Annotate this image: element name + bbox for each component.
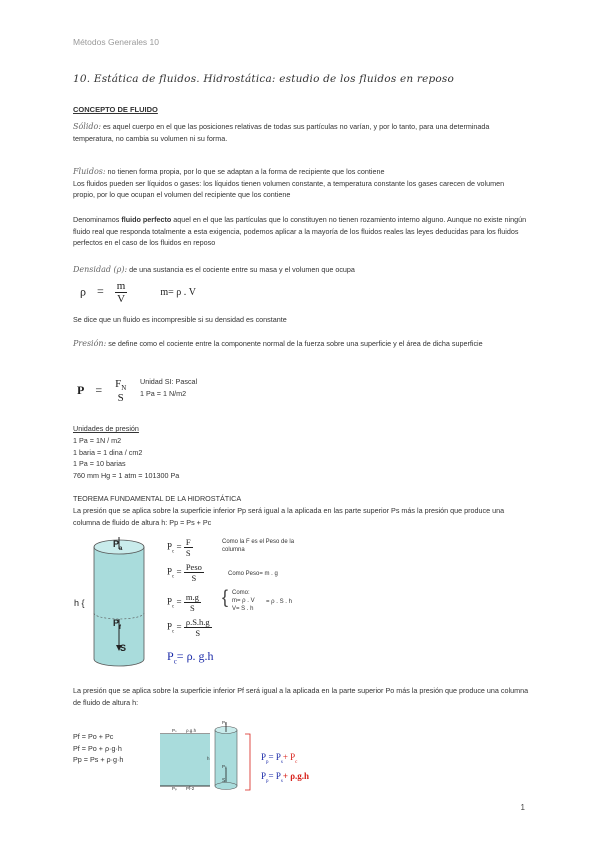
rho-symbol: ρ — [80, 284, 86, 299]
unidades-heading: Unidades de presión — [73, 424, 139, 433]
densidad-formula — [80, 280, 196, 305]
unidad-si: Unidad SI: Pascal — [140, 377, 198, 386]
note-rho-sh: = ρ . S . h — [266, 599, 292, 605]
densidad-term: Densidad (ρ): — [73, 265, 128, 274]
formula-line: Pp = Ps + ρ·g·h — [73, 755, 124, 764]
red-bracket — [245, 734, 250, 790]
d2-s: S — [222, 778, 226, 784]
formulas2 — [73, 731, 123, 766]
page-number: 1 — [520, 803, 525, 812]
d2-pa: Pₐ — [222, 720, 227, 725]
concepto-heading: CONCEPTO DE FLUIDO — [73, 105, 158, 114]
note-como: Como: m= ρ . V V= S . h — [232, 590, 255, 612]
result-2: $P_p= P_s+ \rho.g.h$ — [261, 771, 310, 784]
densidad-fraction — [115, 280, 128, 305]
parrafo2: La presión que se aplica sobre la superficie inferior Pf será igual a la aplicada en la parte superior Po más la presión que produce una columna de fluido de altura h: — [73, 686, 529, 707]
presion-fraction — [113, 378, 128, 404]
formula-line: Pf = Po + ρ·g·h — [73, 743, 122, 753]
presion-den: S — [117, 392, 124, 405]
fluidos-paragraph — [73, 166, 528, 201]
presion-paragraph — [73, 338, 528, 350]
note-peso: Como Peso= m . g — [228, 571, 278, 577]
presion-text: se define como el cociente entre la componente normal de la fuerza sobre una superficie y el área de dicha superficie — [106, 339, 483, 348]
presion-term: Presión: — [73, 339, 107, 348]
unidad-line: 760 mm Hg = 1 atm = 101300 Pa — [73, 470, 180, 480]
presion-equals: = — [95, 382, 103, 397]
mass-formula: m= ρ . V — [160, 287, 196, 299]
result-1: $P_p= P_s+ P_c$ — [261, 752, 298, 765]
perfecto-pre: Denominamos — [73, 215, 122, 224]
fluidos-term: Fluidos: — [73, 167, 106, 176]
teorema-text: La presión que se aplica sobre la superficie inferior Pp será igual a la aplicada en las parte superior Ps más la presión que produce una columna de fluido de altura h: Pp = Ps + Pc — [73, 506, 505, 527]
eq-4: $P_c$ = $\frac{\rho.S.h.g}{S}$ — [167, 617, 210, 638]
perfecto-post: aquel en el que las partículas que lo constituyen no tienen rozamiento interno alguno. Aunque no existe ningún fluido real que responda totalmente a esta exigencia, podemos aplicar a la mayoría de los fluidos reales las leyes deducidas para los fluidos perfectos en el caso de los fluidos en reposo — [73, 215, 527, 247]
d2-ps: Pₛ — [172, 728, 177, 733]
solido-term: Sólido: — [73, 122, 102, 131]
formula-line: Pf = Po + Pc — [73, 732, 114, 741]
brace: { — [222, 587, 229, 607]
presion-num: $F_N$ — [115, 378, 127, 393]
solido-text: es aquel cuerpo en el que las posiciones relativas de todas sus partículas no varían, y por lo tanto, para una determinada temperatura, no cambia su volumen ni su forma. — [73, 122, 490, 143]
perfecto-paragraph — [73, 214, 531, 249]
unidad-line: 1 Pa = 1N / m2 — [73, 436, 122, 445]
d2-pf: Pf-2 — [186, 786, 195, 791]
incompresible-text: Se dice que un fluido es incompresible si su densidad es constante — [73, 315, 287, 324]
unidades-list — [73, 435, 179, 481]
d2-pp: Pₚ — [172, 786, 177, 791]
presion-formula — [77, 378, 128, 404]
eq-2: $P_c$ = $\frac{\text{Peso}}{S}$ — [167, 562, 202, 583]
solido-paragraph — [73, 121, 528, 144]
fluidos-line2: Los fluidos pueden ser líquidos o gases: los líquidos tienen volumen constante, a temperatura constante los gases carecen de volumen propio, por lo que ocupan el volumen del recipiente que los contiene — [73, 178, 505, 199]
eq-1: $P_c$ = $\frac{F}{S}$ — [167, 537, 191, 558]
diagram2 — [150, 720, 330, 800]
d2-pgh: ρ.g.h — [186, 728, 197, 733]
teorema-heading: TEOREMA FUNDAMENTAL DE LA HIDROSTÁTICA — [73, 494, 242, 503]
frac-den: V — [117, 293, 126, 305]
label-pf: $P_f$ — [113, 618, 122, 631]
densidad-text: de una sustancia es el cociente entre su masa y el volumen que ocupa — [127, 265, 355, 274]
fluid-block — [160, 734, 210, 786]
cylinder-diagram — [82, 537, 162, 677]
label-s: S — [120, 643, 127, 653]
p-symbol: P — [77, 382, 85, 397]
unidad-line: 1 baria = 1 dina / cm2 — [73, 447, 143, 457]
densidad-paragraph — [73, 264, 528, 276]
unidad-line: 1 Pa = 10 barias — [73, 459, 126, 468]
eq-3: $P_c$ = $\frac{m.g}{S}$ — [167, 592, 199, 613]
label-pa: $P_a$ — [113, 539, 123, 552]
label-h: h { — [74, 598, 85, 608]
page-title: 10. Estática de fluidos. Hidrostática: estudio de los fluidos en reposo — [73, 73, 455, 85]
perfecto-bold: fluido perfecto — [121, 215, 172, 224]
fluidos-text: no tienen forma propia, por lo que se adaptan a la forma de recipiente que los contiene — [105, 167, 385, 176]
pa-definition: 1 Pa = 1 N/m2 — [140, 389, 187, 398]
d2-pf-in: Pₑ — [222, 764, 227, 769]
equals-sign: = — [97, 284, 104, 299]
d2-h: h — [207, 756, 210, 761]
note-peso-columna: Como la F es el Peso de la columna — [222, 539, 295, 553]
frac-num: m — [116, 280, 126, 292]
page-header: Métodos Generales 10 — [73, 37, 159, 47]
final-formula: $P_c= \rho$. g.h — [167, 649, 214, 666]
